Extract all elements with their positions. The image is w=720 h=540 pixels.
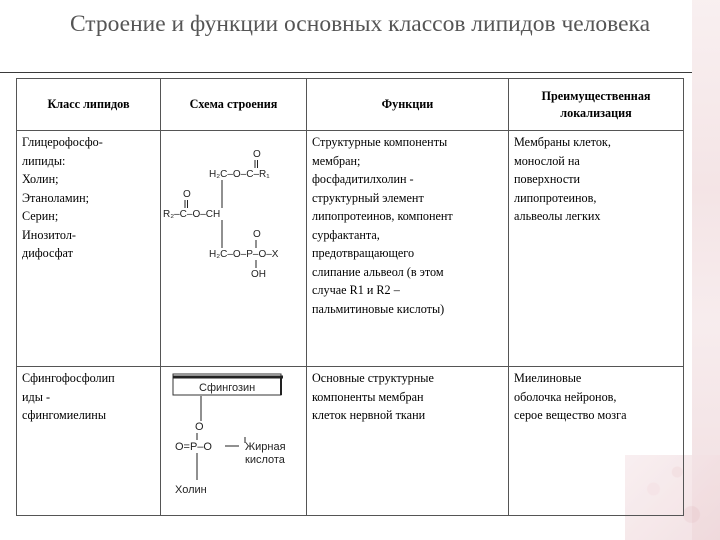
- localization-cell: Миелиновые оболочка нейронов, серое вещество мозга: [509, 367, 684, 516]
- sphingomyelin-structure: [161, 367, 307, 509]
- scheme-cell: [161, 131, 307, 367]
- choline-label: Холин: [175, 484, 207, 496]
- class-cell: Глицерофосфо- липиды: Холин; Этаноламин; Серин; Инозитол- дифосфат: [17, 131, 161, 367]
- class-cell: Сфингофосфолип иды - сфингомиелины: [17, 367, 161, 516]
- scheme-p-group: O=P–O: [175, 441, 212, 453]
- header-scheme: Схема строения: [161, 79, 307, 131]
- scheme-row3: H₂C–O–P–O–X: [209, 249, 279, 260]
- header-functions: Функции: [307, 79, 509, 131]
- fatty-acid-label-2: кислота: [245, 454, 285, 466]
- scheme-oh: OH: [251, 269, 266, 280]
- scheme-o-top: O: [253, 149, 261, 160]
- sphingosine-label: Сфингозин: [199, 382, 256, 394]
- scheme-o-low: O: [253, 229, 261, 240]
- functions-cell: Основные структурные компоненты мембран клеток нервной ткани: [307, 367, 509, 516]
- table-row: [17, 131, 684, 367]
- scheme-row1: H₂C–O–C–R₁: [209, 169, 270, 180]
- table-header-row: [17, 79, 684, 131]
- slide-title: Строение и функции основных классов липидов человека: [69, 11, 651, 37]
- scheme-o-mid: O: [183, 189, 191, 200]
- fatty-acid-label-1: Жирная: [245, 441, 286, 453]
- header-class: Класс липидов: [17, 79, 161, 131]
- scheme-row2: R₂–C–O–CH: [163, 209, 221, 220]
- table-row: [17, 367, 684, 516]
- scheme-cell: [161, 367, 307, 516]
- header-localization: Преимущественная локализация: [509, 79, 684, 131]
- title-divider: [0, 72, 692, 73]
- glycerophospholipid-structure: [161, 131, 307, 281]
- functions-cell: Структурные компоненты мембран; фосфадитилхолин - структурный элемент липопротеинов, компонент сурфактанта, предотвращающего слипание альвеол (в этом случае R1 и R2 – пальмитиновые кислоты): [307, 131, 509, 367]
- scheme-o: O: [195, 421, 204, 433]
- lipid-classes-table: [16, 78, 684, 516]
- localization-cell: Мембраны клеток, монослой на поверхности липопротеинов, альвеолы легких: [509, 131, 684, 367]
